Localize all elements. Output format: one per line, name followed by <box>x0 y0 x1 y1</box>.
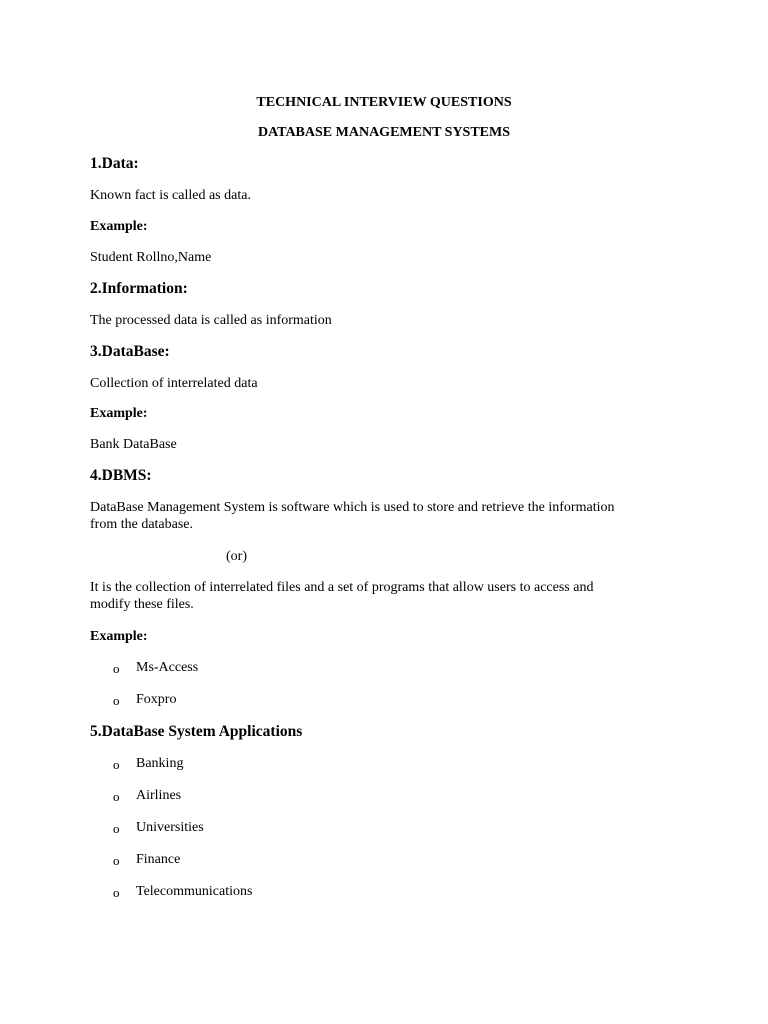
dbms-or: (or) <box>226 549 247 564</box>
list-item: Airlines <box>136 788 182 803</box>
list-item: Foxpro <box>136 692 177 707</box>
bullet-marker: o <box>113 821 120 836</box>
bullet-marker: o <box>113 693 120 708</box>
section-heading-data: 1.Data: <box>90 155 139 172</box>
list-item: Universities <box>136 820 204 835</box>
database-example-label: Example: <box>90 406 148 421</box>
section-heading-information: 2.Information: <box>90 280 188 297</box>
data-example-label: Example: <box>90 219 148 234</box>
list-item: Banking <box>136 756 184 771</box>
list-item: Telecommunications <box>136 884 253 899</box>
bullet-marker: o <box>113 853 120 868</box>
document-subtitle: DATABASE MANAGEMENT SYSTEMS <box>257 125 511 140</box>
list-item: Finance <box>136 852 181 867</box>
data-definition: Known fact is called as data. <box>90 188 251 203</box>
section-heading-applications: 5.DataBase System Applications <box>90 723 303 740</box>
dbms-definition-line-1: DataBase Management System is software which is used to store and retrieve the information <box>90 500 615 515</box>
list-item: Ms-Access <box>136 660 199 675</box>
dbms-definition-line-2: from the database. <box>90 517 194 532</box>
information-definition: The processed data is called as information <box>90 313 332 328</box>
bullet-marker: o <box>113 661 120 676</box>
bullet-marker: o <box>113 885 120 900</box>
bullet-marker: o <box>113 789 120 804</box>
document-title: TECHNICAL INTERVIEW QUESTIONS <box>256 95 512 110</box>
bullet-marker: o <box>113 757 120 772</box>
data-example: Student Rollno,Name <box>90 250 212 265</box>
section-heading-database: 3.DataBase: <box>90 343 170 360</box>
database-example: Bank DataBase <box>90 437 177 452</box>
database-definition: Collection of interrelated data <box>90 376 258 391</box>
dbms-example-label: Example: <box>90 629 148 644</box>
dbms-alt-line-2: modify these files. <box>90 597 194 612</box>
section-heading-dbms: 4.DBMS: <box>90 467 152 484</box>
dbms-alt-line-1: It is the collection of interrelated files and a set of programs that allow users to access and <box>90 580 594 595</box>
